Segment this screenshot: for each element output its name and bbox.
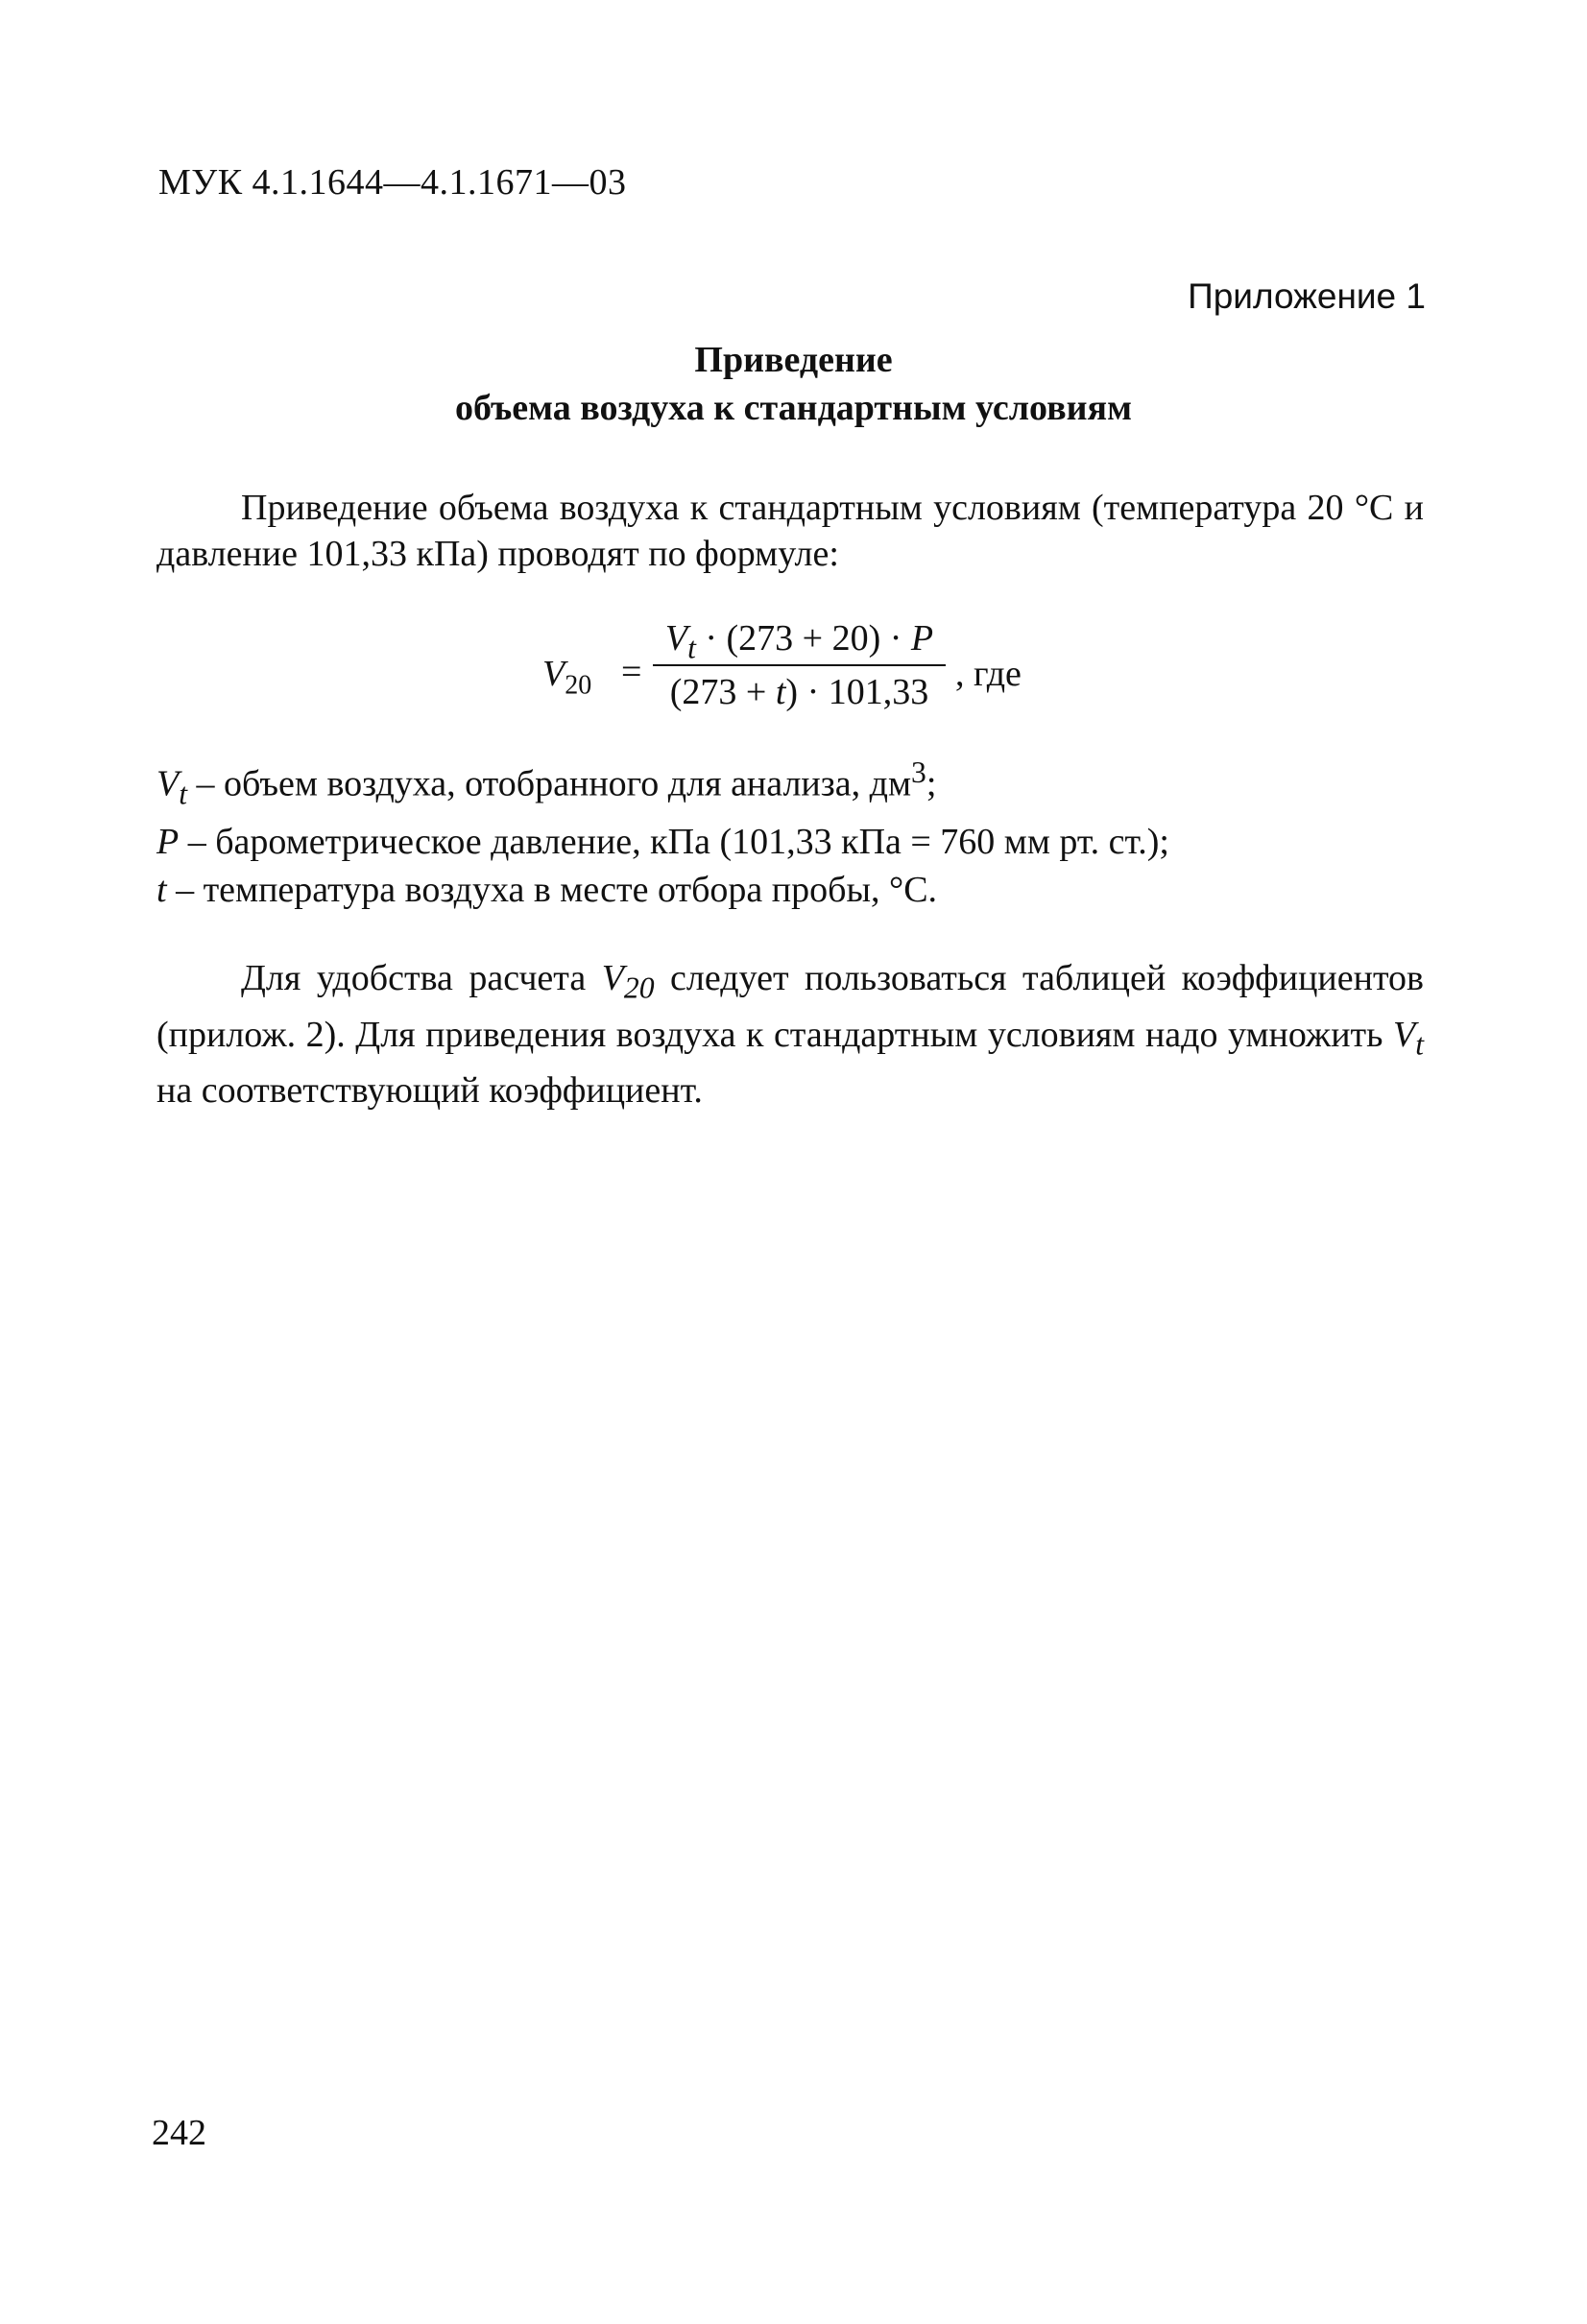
closing-paragraph: Для удобства расчета $V_{20}$ следует пользоваться таблицей коэффициентов (прилож. 2). Для приведения воздуха к стандартным условиям надо умножить $V_t$ на соответствующий коэффициент. xyxy=(156,958,1424,1112)
section-title xyxy=(0,336,1587,432)
definition-p: P – барометрическое давление, кПа (101,33 кПа = 760 мм рт. ст.); xyxy=(156,822,1169,863)
document-code: МУК 4.1.1644—4.1.1671—03 xyxy=(158,162,627,203)
formula xyxy=(0,614,1587,730)
formula-fraction xyxy=(653,614,946,716)
section-title-line-2: объема воздуха к стандартным условиям xyxy=(455,388,1132,428)
variable-definitions xyxy=(156,749,1424,914)
page-number: 242 xyxy=(152,2113,206,2153)
formula-equals: = xyxy=(621,652,642,692)
formula-denominator: (273 + t) · 101,33 xyxy=(669,672,929,712)
formula-numerator: $V_t \cdot (273 + 20) \cdot P$ xyxy=(664,618,934,665)
intro-paragraph xyxy=(156,485,1424,577)
formula-tail: , где xyxy=(955,654,1022,694)
appendix-label: Приложение 1 xyxy=(1188,276,1426,316)
definition-vt: $V_t$ – объем воздуха, отобранного для анализа, $дм^3$; xyxy=(156,755,937,811)
definition-t: t – температура воздуха в месте отбора пробы, °С. xyxy=(156,870,938,911)
formula-lhs: $V_{20}$ xyxy=(542,654,592,701)
section-title-line-1: Приведение xyxy=(694,340,893,380)
intro-text: Приведение объема воздуха к стандартным условиям (температура 20 °С и давление 101,33 кПа) проводят по формуле: xyxy=(156,488,1424,574)
fraction-bar xyxy=(653,664,946,666)
